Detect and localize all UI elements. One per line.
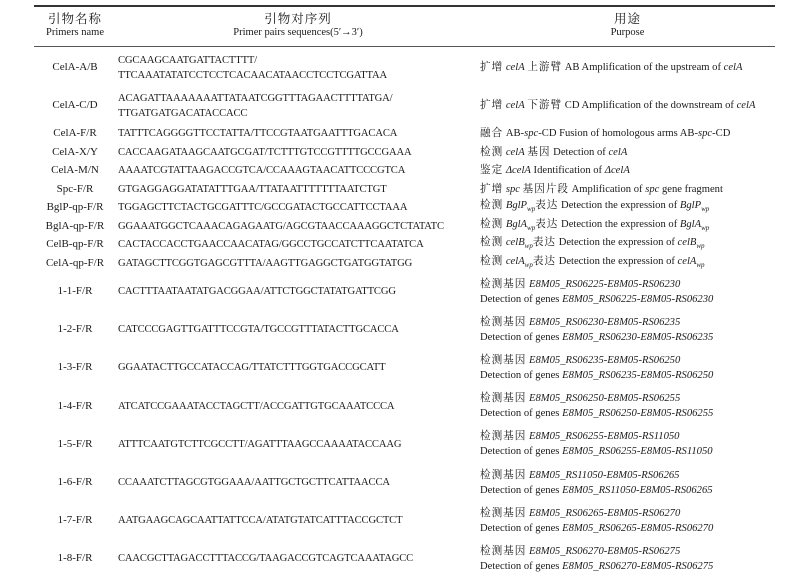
- purpose-cn: 扩增: [480, 183, 504, 195]
- gene-name: ΔcelA: [604, 165, 630, 177]
- purpose-en: Detection of genes: [480, 560, 560, 572]
- primer-table: [34, 5, 775, 578]
- purpose-en: Detection the expression of: [561, 200, 678, 212]
- purpose-en: Detection the expression of: [561, 218, 678, 230]
- primer-purpose: [480, 353, 775, 383]
- table-row: [34, 273, 775, 311]
- purpose-cn: 检测基因: [480, 354, 527, 366]
- purpose-cn: 检测基因: [480, 507, 527, 519]
- gene-name: celA: [505, 100, 525, 111]
- gene-range: E8M05_RS06250-E8M05-RS06255: [529, 393, 681, 405]
- primer-name: 1-6-F/R: [57, 476, 93, 489]
- purpose-en: Amplification of: [571, 183, 643, 195]
- purpose-en: Detection the expression of: [558, 255, 675, 267]
- gene-range: E8M05_RS06250-E8M05-RS06255: [562, 408, 714, 420]
- purpose-cn: 上游臂: [527, 62, 563, 73]
- primer-sequence: [116, 53, 480, 83]
- primer-name: CelA-X/Y: [52, 145, 98, 158]
- purpose-en: Detection the expression of: [558, 237, 675, 249]
- primer-purpose: [480, 126, 775, 141]
- gene-range: E8M05_RS06255-E8M05-RS11050: [562, 446, 713, 458]
- purpose-cn: 表达: [535, 200, 559, 212]
- gene-range: E8M05_RS11050-E8M05-RS06265: [562, 484, 713, 496]
- table-row: [34, 125, 775, 144]
- gene-name: spc: [524, 128, 539, 140]
- purpose-en: Detection of genes: [480, 293, 560, 305]
- gene-name: spc: [645, 183, 660, 195]
- purpose-en: -CD: [712, 128, 731, 140]
- primer-sequence: ATTTCAATGTCTTCGCCTT/AGATTTAAGCCAAAATACCAAG: [118, 438, 402, 450]
- gene-range: E8M05_RS06270-E8M05-RS06275: [529, 545, 681, 557]
- gene-name: spc: [698, 128, 713, 140]
- gene-subscript: wp: [701, 223, 710, 232]
- primer-name: 1-5-F/R: [57, 437, 93, 450]
- gene-name: BglP: [505, 200, 528, 212]
- primer-name: 1-1-F/R: [57, 285, 93, 298]
- purpose-cn: 表达: [535, 218, 559, 230]
- primer-purpose: [480, 544, 775, 574]
- table-row: [34, 87, 775, 125]
- gene-name: ΔcelA: [505, 165, 531, 177]
- table-row: [34, 463, 775, 501]
- purpose-en: Identification of: [533, 165, 603, 177]
- primer-purpose: [480, 198, 775, 217]
- primer-purpose: [480, 391, 775, 421]
- gene-name: celB: [505, 237, 525, 249]
- header-primers-name: [34, 12, 116, 40]
- gene-range: E8M05_RS06255-E8M05-RS11050: [529, 431, 680, 443]
- purpose-cn: 检测基因: [480, 469, 527, 481]
- gene-name: celA: [505, 255, 525, 267]
- primer-sequence: CATCCCGAGTTGATTTCCGTA/TGCCGTTTATACTTGCACCA: [118, 324, 399, 336]
- purpose-cn: 检测基因: [480, 278, 527, 290]
- primer-name: CelA-C/D: [52, 99, 98, 111]
- gene-range: E8M05_RS06230-E8M05-RS06235: [562, 331, 714, 343]
- table-row: [34, 540, 775, 578]
- sequence-line: TTCAAATATATCCTCCTCACAACATAACCTCCTCGATTAA: [118, 69, 387, 81]
- primer-sequence: ATCATCCGAAATACCTAGCTT/ACCGATTGTGCAAATCCCA: [118, 400, 395, 412]
- gene-name: celA: [608, 146, 628, 158]
- gene-range: E8M05_RS06225-E8M05-RS06230: [529, 278, 681, 290]
- table-row: [34, 180, 775, 199]
- sequence-line: ACAGATTAAAAAAATTATAATCGGTTTAGAACTTTTATGA/: [118, 92, 393, 104]
- table-row: [34, 349, 775, 387]
- gene-range: E8M05_RS06265-E8M05-RS06270: [562, 522, 714, 534]
- purpose-cn: 检测: [480, 255, 504, 267]
- purpose-en: gene fragment: [662, 183, 723, 195]
- purpose-cn: 检测基因: [480, 545, 527, 557]
- primer-name: Spc-F/R: [56, 182, 94, 195]
- purpose-cn: 检测基因: [480, 393, 527, 405]
- table-row: [34, 143, 775, 162]
- primer-sequence: GGAAATGGCTCAAACAGAGAATG/AGCGTAACCAAAGGCTCTATATC: [118, 220, 444, 232]
- primer-purpose: [480, 429, 775, 459]
- primer-sequence: CAACGCTTAGACCTTTACCG/TAAGACCGTCAGTCAAATAGCC: [118, 553, 414, 565]
- header-purpose: [480, 12, 775, 40]
- gene-name: celA: [736, 100, 756, 111]
- gene-name: BglP: [679, 200, 702, 212]
- sequence-line: TTGATGATGACATACCACC: [118, 107, 248, 119]
- primer-purpose: [480, 506, 775, 536]
- primer-sequence: [116, 91, 480, 121]
- primer-name: CelA-F/R: [53, 127, 97, 140]
- table-row: [34, 162, 775, 181]
- purpose-en: Detection of genes: [480, 331, 560, 343]
- primer-purpose: [480, 217, 775, 236]
- purpose-cn: 扩增: [480, 62, 504, 73]
- purpose-en: AB Amplification of the upstream of: [564, 62, 721, 73]
- table-row: [34, 387, 775, 425]
- header-seq-en: Primer pairs sequences(5′→3′): [233, 27, 363, 38]
- gene-name: BglA: [505, 218, 528, 230]
- primer-purpose: [480, 163, 775, 178]
- purpose-cn: 检测: [480, 146, 504, 158]
- gene-subscript: wp: [696, 242, 705, 251]
- purpose-cn: 基因片段: [522, 183, 569, 195]
- primer-sequence: CACTTTAATAATATGACGGAA/ATTCTGGCTATATGATTCGG: [118, 286, 396, 298]
- header-separator-rule: [34, 46, 775, 47]
- gene-name: BglA: [679, 218, 702, 230]
- primer-name: CelA-M/N: [51, 164, 99, 177]
- gene-subscript: wp: [696, 260, 705, 269]
- purpose-cn: 鉴定: [480, 165, 504, 177]
- purpose-cn: 表达: [532, 237, 557, 249]
- primer-purpose: [480, 60, 775, 75]
- primer-purpose: [480, 468, 775, 498]
- gene-name: celA: [723, 62, 743, 73]
- primer-sequence: GTGAGGAGGATATATTTGAA/TTATAATTTTTTTAATCTGT: [118, 183, 387, 195]
- table-header: [34, 7, 775, 46]
- gene-range: E8M05_RS06235-E8M05-RS06250: [562, 369, 714, 381]
- gene-subscript: wp: [701, 205, 710, 214]
- table-row: [34, 217, 775, 236]
- table-row: [34, 49, 775, 87]
- primer-sequence: CACCAAGATAAGCAATGCGAT/TCTTTGTCCGTTTTGCCGAAA: [118, 146, 412, 158]
- primer-purpose: [480, 315, 775, 345]
- table-row: [34, 425, 775, 463]
- table-row: [34, 236, 775, 255]
- primer-name: CelA-A/B: [52, 61, 98, 73]
- purpose-en: CD Amplification of the downstream of: [564, 100, 734, 111]
- purpose-cn: 扩增: [480, 100, 504, 111]
- header-seq-cn: 引物对序列: [264, 12, 332, 26]
- header-purpose-cn: 用途: [613, 12, 641, 26]
- primer-sequence: TGGAGCTTCTACTGCGATTTC/GCCGATACTGCCATTCCTAAA: [118, 202, 408, 214]
- header-primer-sequences: [116, 12, 480, 40]
- primer-sequence: AATGAAGCAGCAATTATTCCA/ATATGTATCATTTACCGCTCT: [118, 515, 403, 527]
- header-name-cn: 引物名称: [47, 12, 102, 26]
- primer-name: 1-3-F/R: [57, 361, 93, 374]
- gene-name: celA: [677, 255, 697, 267]
- primer-name: BglP-qp-F/R: [46, 201, 104, 214]
- table-row: [34, 311, 775, 349]
- primer-sequence: AAAATCGTATTAAGACCGTCA/CCAAAGTAACATTCCCGTCA: [118, 165, 406, 177]
- primer-sequence: CCAAATCTTAGCGTGGAAA/AATTGCTGCTTCATTAACCA: [118, 477, 390, 489]
- gene-range: E8M05_RS06265-E8M05-RS06270: [529, 507, 681, 519]
- gene-range: E8M05_RS06235-E8M05-RS06250: [529, 354, 681, 366]
- purpose-cn: 检测: [480, 237, 504, 249]
- primer-name: 1-2-F/R: [57, 323, 93, 336]
- purpose-en: Detection of genes: [480, 522, 560, 534]
- primer-purpose: [480, 98, 775, 113]
- purpose-cn: 融合: [480, 128, 504, 140]
- purpose-en: Detection of genes: [480, 484, 560, 496]
- primer-sequence: GGAATACTTGCCATACCAG/TTATCTTTGGTGACCGCATT: [118, 362, 386, 374]
- purpose-en: Detection of genes: [480, 408, 560, 420]
- gene-name: celA: [505, 146, 525, 158]
- gene-name: celB: [677, 237, 697, 249]
- purpose-en: -CD Fusion of homologous arms AB-: [538, 128, 699, 140]
- primer-purpose: [480, 277, 775, 307]
- gene-range: E8M05_RS06270-E8M05-RS06275: [562, 560, 714, 572]
- primer-purpose: [480, 235, 775, 254]
- table-row: [34, 254, 775, 273]
- header-purpose-en: Purpose: [610, 27, 645, 38]
- primer-sequence: CACTACCACCTGAACCAACATAG/GGCCTGCCATCTTCAATATCA: [118, 239, 424, 251]
- primer-name: 1-4-F/R: [57, 399, 93, 412]
- primer-purpose: [480, 182, 775, 197]
- gene-range: E8M05_RS06230-E8M05-RS06235: [529, 316, 681, 328]
- gene-range: E8M05_RS11050-E8M05-RS06265: [529, 469, 680, 481]
- primer-sequence: GATAGCTTCGGTGAGCGTTTA/AAGTTGAGGCTGATGGTATGG: [118, 257, 413, 269]
- purpose-cn: 表达: [532, 255, 557, 267]
- gene-subscript: wp: [524, 260, 533, 269]
- purpose-en: Detection of: [553, 146, 606, 158]
- primer-purpose: [480, 145, 775, 160]
- header-name-en: Primers name: [45, 27, 105, 38]
- sequence-line: CGCAAGCAATGATTACTTTT/: [118, 54, 258, 66]
- primer-name: CelB-qp-F/R: [46, 238, 104, 251]
- gene-name: spc: [505, 183, 520, 195]
- primer-name: 1-8-F/R: [57, 552, 93, 565]
- table-row: [34, 502, 775, 540]
- purpose-cn: 检测: [480, 218, 504, 230]
- purpose-cn: 检测基因: [480, 316, 527, 328]
- purpose-en: Detection of genes: [480, 369, 560, 381]
- purpose-cn: 检测基因: [480, 431, 527, 443]
- gene-name: celA: [505, 62, 525, 73]
- purpose-cn: 检测: [480, 200, 504, 212]
- primer-name: BglA-qp-F/R: [45, 219, 105, 232]
- gene-subscript: wp: [527, 205, 536, 214]
- primer-name: 1-7-F/R: [57, 514, 93, 527]
- gene-range: E8M05_RS06225-E8M05-RS06230: [562, 293, 714, 305]
- purpose-en: AB-: [505, 128, 525, 140]
- primer-name: CelA-qp-F/R: [45, 256, 105, 269]
- purpose-en: Detection of genes: [480, 446, 560, 458]
- purpose-cn: 基因: [527, 146, 551, 158]
- gene-subscript: wp: [527, 223, 536, 232]
- table-row: [34, 199, 775, 218]
- gene-subscript: wp: [524, 242, 533, 251]
- primer-sequence: TATTTCAGGGGTTCCTATTA/TTCCGTAATGAATTTGACACA: [118, 128, 398, 140]
- purpose-cn: 下游臂: [527, 100, 563, 111]
- primer-purpose: [480, 254, 775, 273]
